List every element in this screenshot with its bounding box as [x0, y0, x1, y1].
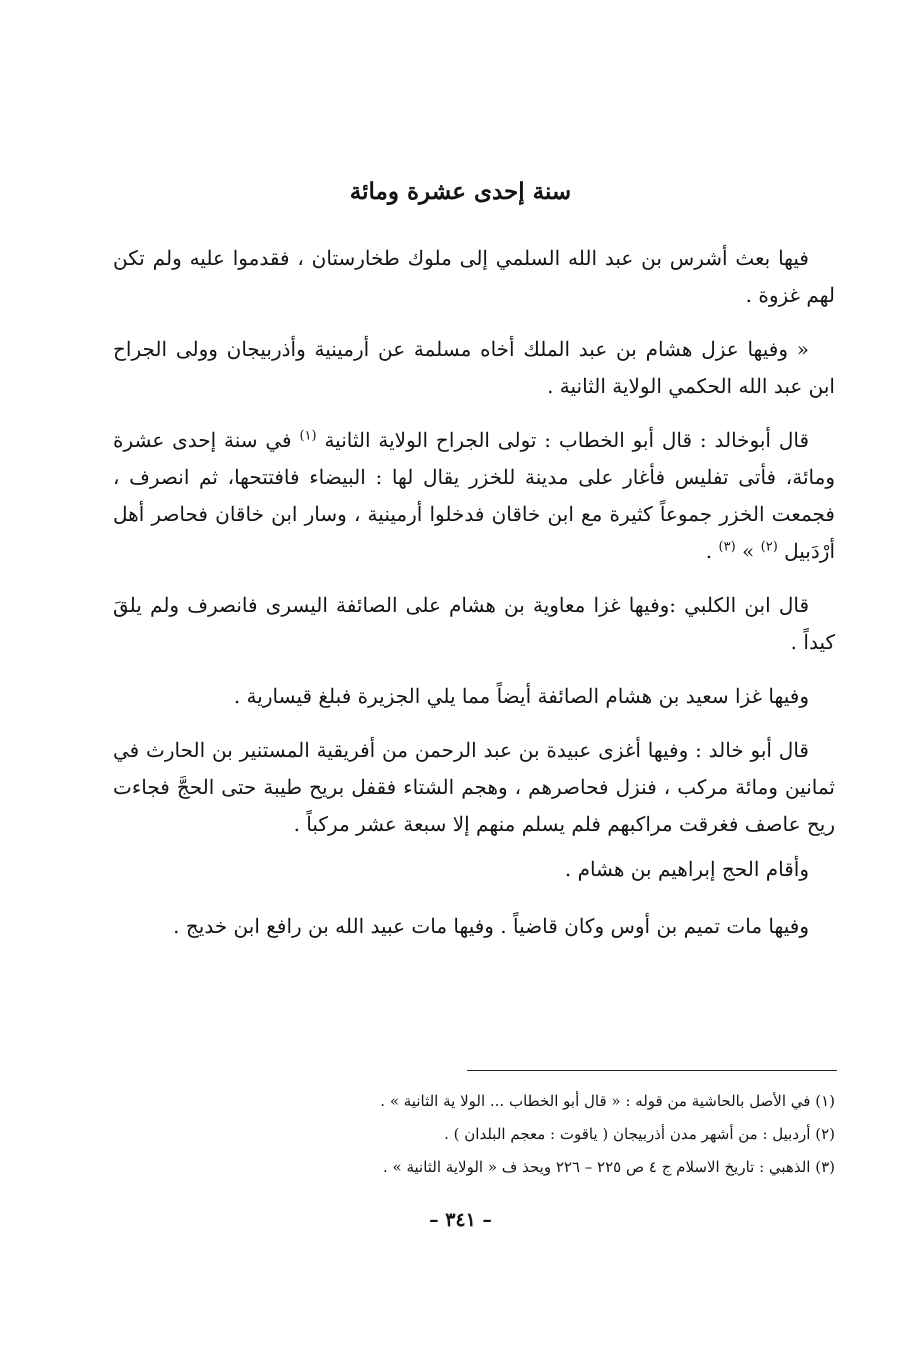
- paragraph-5: وفيها غزا سعيد بن هشام الصائفة أيضاً مما يلي الجزيرة فبلغ قيسارية .: [233, 684, 809, 708]
- paragraph-3: [113, 422, 835, 570]
- footnote-ref-3: (٣): [718, 539, 736, 555]
- page-number: – ٣٤١ –: [429, 1209, 492, 1231]
- page-title: سنة إحدى عشرة ومائة: [349, 178, 572, 205]
- paragraph-3-text-d: .: [705, 539, 713, 563]
- footnote-ref-1: (١): [299, 428, 317, 444]
- footnote-1: (١) في الأصل بالحاشية من قوله : « قال أبو الخطاب ... الولا ية الثانية » .: [380, 1092, 835, 1110]
- paragraph-7: وأقام الحج إبراهيم بن هشام .: [564, 857, 809, 881]
- paragraph-4: قال ابن الكلبي :وفيها غزا معاوية بن هشام على الصائفة اليسرى فانصرف ولم يلقَ كيداً .: [113, 593, 835, 654]
- paragraph-8: وفيها مات تميم بن أوس وكان قاضياً . وفيها مات عبيد الله بن رافع ابن خديج .: [173, 914, 809, 938]
- paragraph-2: « وفيها عزل هشام بن عبد الملك أخاه مسلمة عن أرمينية وأذربيجان وولى الجراح ابن عبد الله الحكمي الولاية الثانية .: [113, 337, 835, 398]
- paragraph-3-text-c: »: [742, 539, 755, 563]
- footnote-ref-2: (٢): [760, 539, 778, 555]
- footnote-3: (٣) الذهبي : تاريخ الاسلام ج ٤ ص ٢٢٥ – ٢٢٦ ويحذ ف « الولاية الثانية » .: [382, 1158, 835, 1176]
- paragraph-6: قال أبو خالد : وفيها أغزى عبيدة بن عبد الرحمن من أفريقية المستنير بن الحارث في ثمانين ومائة مركب ، فنزل فحاصرهم ، وهجم الشتاء فقفل بريح طيبة حتى الحجَّ فجاءت ريح عاصف فغرقت مراكبهم فلم يسلم منهم إلا سبعة عشر مركباً .: [113, 738, 835, 836]
- footnote-divider: [467, 1070, 837, 1071]
- paragraph-3-text-b: في سنة إحدى عشرة ومائة، فأتى تفليس فأغار على مدينة للخزر يقال لها : البيضاء فافتتحها، ثم انصرف ، فجمعت الخزر جموعاً كثيرة مع ابن خاقان فدخلوا أرمينية ، وسار ابن خاقان فحاصر أهل أرْدَبيل: [113, 428, 835, 563]
- paragraph-3-text-a: قال أبوخالد : قال أبو الخطاب : تولى الجراح الولاية الثانية: [324, 428, 810, 452]
- footnotes: [113, 1086, 835, 1185]
- paragraph-1: فيها بعث أشرس بن عبد الله السلمي إلى ملوك طخارستان ، فقدموا عليه ولم تكن لهم غزوة .: [113, 246, 835, 307]
- footnote-2: (٢) أردبيل : من أشهر مدن أذربيجان ( ياقوت : معجم البلدان ) .: [444, 1125, 835, 1143]
- main-text: [113, 240, 835, 962]
